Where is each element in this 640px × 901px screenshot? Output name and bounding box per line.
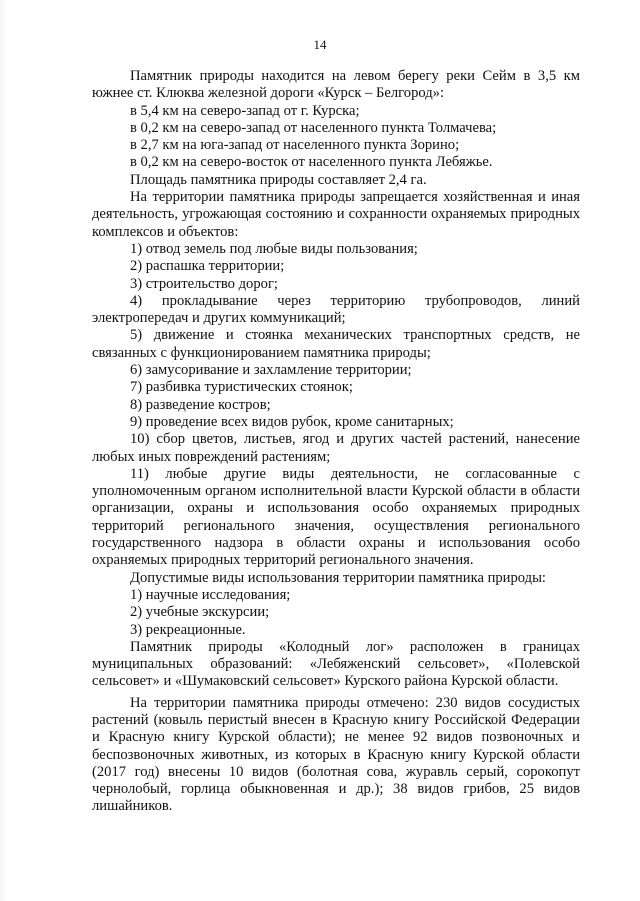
location-item: в 5,4 км на северо-запад от г. Курска;: [130, 102, 360, 119]
prohibited-item: 11) любые другие виды деятельности, не согласованные с уполномоченным органом исполнительной власти Курской области в области организации, охраны и использования особо охраняемых природных территорий регионального значения, осуществления регионального государственного надзора в области охраны и использования особо охраняемых природных территорий регионального значения.: [92, 465, 580, 569]
page-number: 14: [313, 37, 327, 52]
boundaries-paragraph: Памятник природы «Колодный лог» расположен в границах муниципальных образований: «Лебяженский сельсовет», «Полевской сельсовет» и «Шумаковский сельсовет» Курского района Курской области.: [92, 638, 580, 690]
location-item: в 2,7 км на юга-запад от населенного пункта Зорино;: [130, 137, 460, 154]
prohibited-item: 8) разведение костров;: [130, 396, 271, 413]
document-body: [92, 68, 580, 816]
prohibited-item: 9) проведение всех видов рубок, кроме санитарных;: [130, 413, 454, 430]
prohibited-item: 7) разбивка туристических стоянок;: [130, 379, 353, 396]
prohibited-intro-paragraph: На территории памятника природы запрещается хозяйственная и иная деятельность, угрожающая состоянию и сохранности охраняемых природных комплексов и объектов:: [92, 189, 580, 240]
allowed-intro-paragraph: Допустимые виды использования территории памятника природы:: [130, 569, 546, 586]
area-paragraph: Площадь памятника природы составляет 2,4 га.: [130, 171, 427, 188]
prohibited-item: 5) движение и стоянка механических транспортных средств, не связанных с функционированием памятника природы;: [92, 327, 580, 361]
location-item: в 0,2 км на северо-запад от населенного пункта Толмачева;: [130, 119, 497, 136]
prohibited-item: 4) прокладывание через территорию трубопроводов, линий электропередач и других коммуникаций;: [92, 292, 580, 327]
allowed-item: 2) учебные экскурсии;: [130, 604, 270, 621]
allowed-item: 3) рекреационные.: [130, 621, 246, 638]
location-item: в 0,2 км на северо-восток от населенного пункта Лебяжье.: [130, 154, 493, 171]
prohibited-item: 2) распашка территории;: [130, 258, 285, 275]
prohibited-item: 6) замусоривание и захламление территории;: [130, 362, 412, 379]
prohibited-item: 3) строительство дорог;: [130, 275, 278, 292]
prohibited-item: 1) отвод земель под любые виды пользования;: [130, 240, 418, 257]
species-paragraph: На территории памятника природы отмечено: 230 видов сосудистых растений (ковыль перистый внесен в Красную книгу Российской Федерации и Красную книгу Курской области); не менее 92 видов позвоночных и беспозвоночных животных, из которых в Красную книгу Курской области (2017 год) внесены 10 видов (болотная сова, журавль серый, сорокопут чернолобый, горлица обыкновенная и др.); 38 видов грибов, 25 видов лишайников.: [92, 694, 580, 815]
page-edge-shadow: [0, 0, 8, 901]
allowed-item: 1) научные исследования;: [130, 586, 291, 603]
location-intro-paragraph: Памятник природы находится на левом берегу реки Сейм в 3,5 км южнее ст. Клюква железной дороги «Курск – Белгород»:: [92, 68, 580, 102]
prohibited-item: 10) сбор цветов, листьев, ягод и других частей растений, нанесение любых иных повреждений растениям;: [92, 431, 580, 465]
